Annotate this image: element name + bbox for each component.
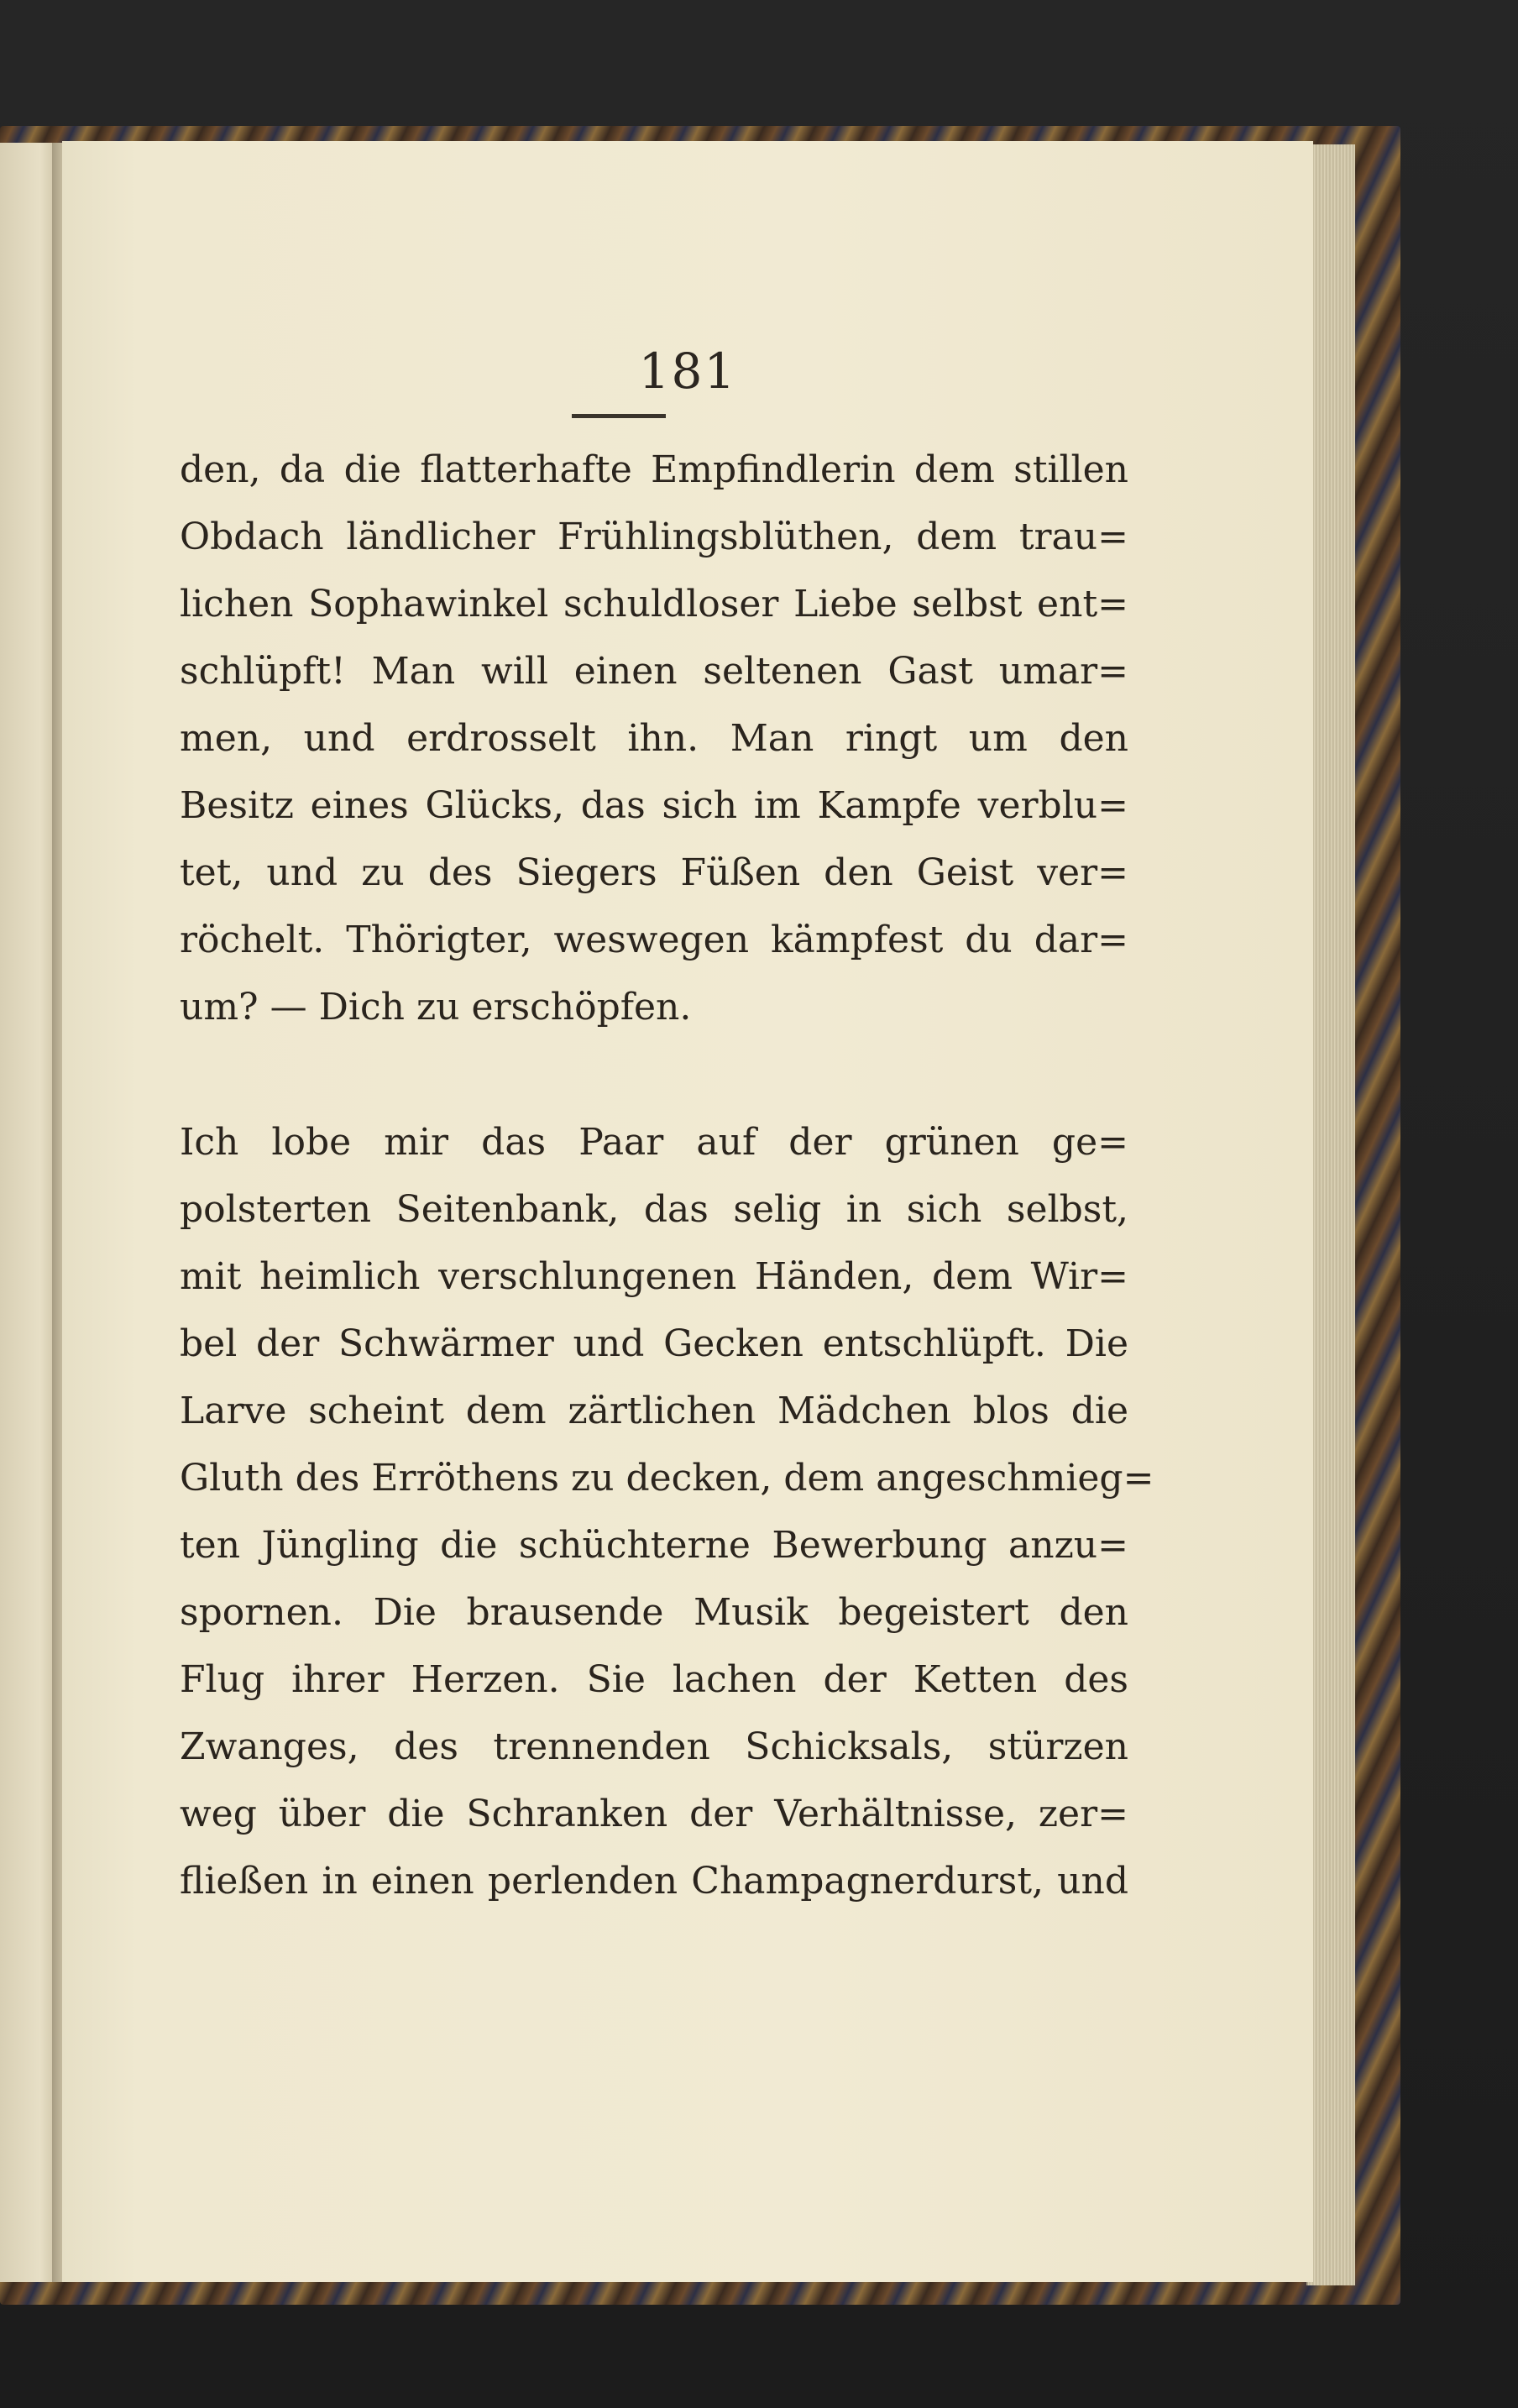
text-line: bel der Schwärmer und Gecken entschlüpft. Die	[180, 1322, 1128, 1365]
text-line: fließen in einen perlenden Champagnerdurst, und	[180, 1860, 1128, 1903]
page-stack-edges	[1306, 144, 1355, 2285]
text-line: Gluth des Erröthens zu decken, dem angeschmieg=	[180, 1457, 1154, 1500]
text-line: Larve scheint dem zärtlichen Mädchen blos die	[180, 1390, 1128, 1432]
paragraph-1	[180, 437, 1128, 1041]
paragraph-gap	[180, 1041, 1128, 1109]
left-page-edge	[0, 143, 57, 2282]
book-page	[62, 141, 1313, 2282]
text-line: Flug ihrer Herzen. Sie lachen der Ketten des	[180, 1658, 1128, 1701]
page-text	[180, 437, 1154, 1915]
text-line: röchelt. Thörigter, weswegen kämpfest du dar=	[180, 919, 1128, 961]
text-line: Ich lobe mir das Paar auf der grünen ge=	[180, 1121, 1128, 1164]
text-line: lichen Sophawinkel schuldloser Liebe selbst ent=	[180, 583, 1128, 626]
text-line: spornen. Die brausende Musik begeistert den	[180, 1591, 1128, 1634]
header-rule	[572, 414, 666, 418]
text-line: polsterten Seitenbank, das selig in sich selbst,	[180, 1188, 1128, 1231]
text-line: schlüpft! Man will einen seltenen Gast umar=	[180, 650, 1128, 693]
text-line: men, und erdrosselt ihn. Man ringt um den	[180, 717, 1128, 760]
text-line: weg über die Schranken der Verhältnisse, zer=	[180, 1793, 1128, 1835]
paragraph-2	[180, 1109, 1154, 1915]
text-line: ten Jüngling die schüchterne Bewerbung anzu=	[180, 1524, 1128, 1567]
text-line: Obdach ländlicher Frühlingsblüthen, dem trau=	[180, 516, 1128, 558]
text-line: Besitz eines Glücks, das sich im Kampfe verblu=	[180, 784, 1128, 827]
text-line: Zwanges, des trennenden Schicksals, stürzen	[180, 1725, 1128, 1768]
text-line: mit heimlich verschlungenen Händen, dem Wir=	[180, 1255, 1128, 1298]
text-line: den, da die flatterhafte Empfindlerin dem stillen	[180, 448, 1128, 491]
text-line: tet, und zu des Siegers Füßen den Geist ver=	[180, 851, 1128, 894]
text-line: um? — Dich zu erschöpfen.	[180, 986, 692, 1029]
page-number: 181	[638, 343, 737, 400]
